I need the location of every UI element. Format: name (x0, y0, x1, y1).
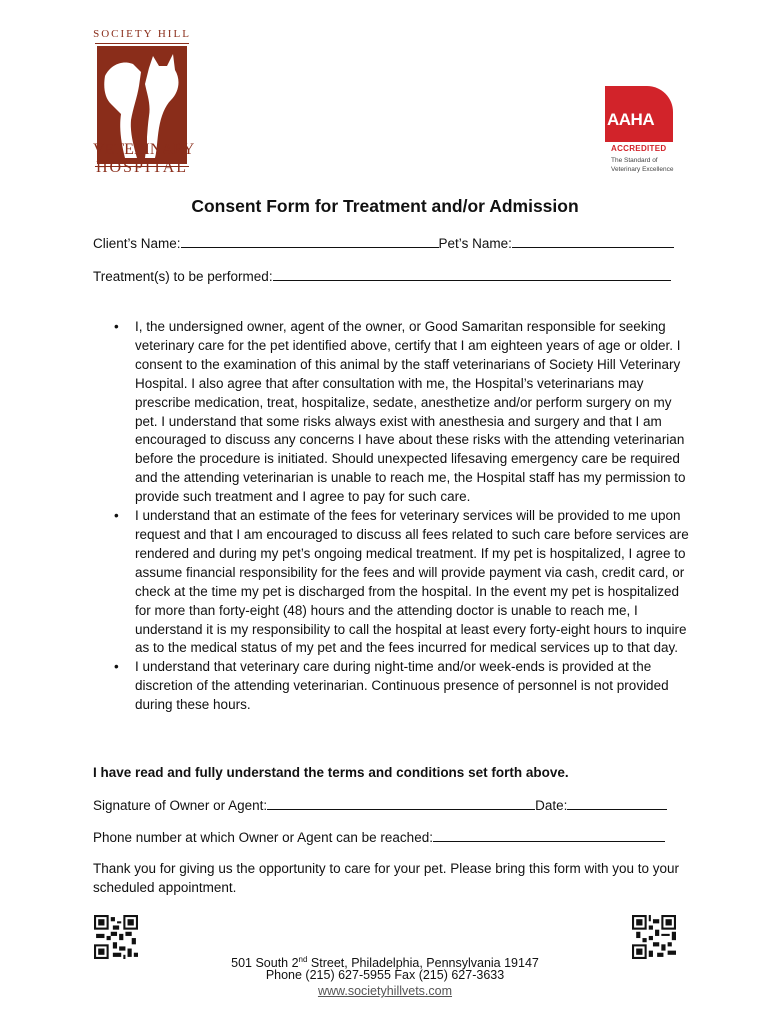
treatment-field[interactable] (273, 268, 671, 281)
terms-text: I understand that veterinary care during night-time and/or week-ends is provided at the discretion of the attending veterinarian. Continuous presence of personnel is not provided during these hours. (135, 659, 669, 713)
date-field[interactable] (567, 797, 667, 810)
aaha-tagline-1: The Standard of (611, 157, 658, 164)
treatment-label: Treatment(s) to be performed: (93, 269, 273, 284)
bullet: • (114, 508, 119, 524)
signature-label: Signature of Owner or Agent: (93, 798, 268, 813)
terms-item (93, 318, 693, 507)
pets-name-field[interactable] (512, 235, 674, 248)
phone-line (93, 829, 665, 845)
address-street: 501 South 2 (231, 956, 299, 971)
terms-text: I understand that an estimate of the fees for veterinary services will be provided to me upon request and that I am encouraged to discuss all fees related to such care before services are rendered and during my pet’s ongoing medical treatment. If my pet is hospitalized, I agree to assume financial responsibility for the fees and will provide payment via cash, credit card, or check at the time my pet is discharged from the hospital. In the event my pet is hospitalized for more than forty-eight (48) hours and the attending doctor is unable to reach me, I understand it is my responsibility to call the hospital at least every forty-eight hours to inquire as to the medical status of my pet and the fees incurred for medical services up to that day. (135, 508, 689, 656)
address-city: Street, Philadelphia, Pennsylvania 19147 (307, 956, 539, 971)
terms-list (93, 318, 693, 715)
thank-you-text: Thank you for giving us the opportunity to care for your pet. Please bring this form with you to your scheduled appointment. (93, 861, 680, 895)
pets-name-label: Pet’s Name: (438, 236, 512, 251)
website-link[interactable]: www.societyhillvets.com (317, 984, 453, 998)
aaha-accredited-logo (605, 86, 677, 178)
phone-field[interactable] (433, 829, 665, 842)
clients-name-label: Client’s Name: (93, 236, 181, 251)
logo-veterinary-text: VETERINARY (93, 141, 195, 158)
date-label: Date: (535, 798, 568, 813)
society-hill-logo (93, 28, 195, 180)
client-pet-line (93, 235, 674, 251)
acknowledgement-statement: I have read and fully understand the terms and conditions set forth above. (93, 765, 569, 780)
bullet: • (114, 319, 119, 334)
logo-hospital-text: HOSPITAL (95, 159, 189, 176)
aaha-tagline-2: Veterinary Excellence (611, 166, 674, 173)
bullet: • (114, 659, 119, 675)
aaha-text: AAHA (607, 110, 655, 129)
address-ordinal: nd (298, 955, 308, 964)
terms-item (93, 507, 693, 658)
aaha-accredited-text: ACCREDITED (611, 144, 667, 153)
terms-item (93, 658, 693, 715)
signature-line (93, 797, 667, 813)
phone-label: Phone number at which Owner or Agent can be reached: (93, 830, 433, 845)
footer-phone-fax: Phone (215) 627-5955 Fax (215) 627-3633 (265, 968, 505, 982)
clients-name-field[interactable] (181, 235, 439, 248)
terms-text: I, the undersigned owner, agent of the owner, or Good Samaritan responsible for seeking veterinary care for the pet identified above, certify that I am eighteen years of age or older. I consent to the examination of this animal by the staff veterinarians of Society Hill Veterinary Hospital. I also agree that after consultation with me, the Hospital’s veterinarians may prescribe medication, treat, hospitalize, sedate, anesthetize and/or perform surgery on my pet. I understand that some risks always exist with anesthesia and surgery and that I am encouraged to discuss any concerns I have about these risks with the attending veterinarian before the procedure is initiated. Should unexpected lifesaving emergency care be required and the attending veterinarian is unable to reach me, the Hospital staff has my permission to provide such treatment and I agree to pay for such care. (135, 319, 686, 505)
signature-field[interactable] (267, 797, 535, 810)
form-title: Consent Form for Treatment and/or Admission (191, 196, 579, 216)
footer-website-row (0, 984, 770, 999)
logo-society-hill-text: SOCIETY HILL (93, 28, 191, 40)
treatment-line (93, 268, 671, 284)
logo-rule (95, 43, 189, 44)
